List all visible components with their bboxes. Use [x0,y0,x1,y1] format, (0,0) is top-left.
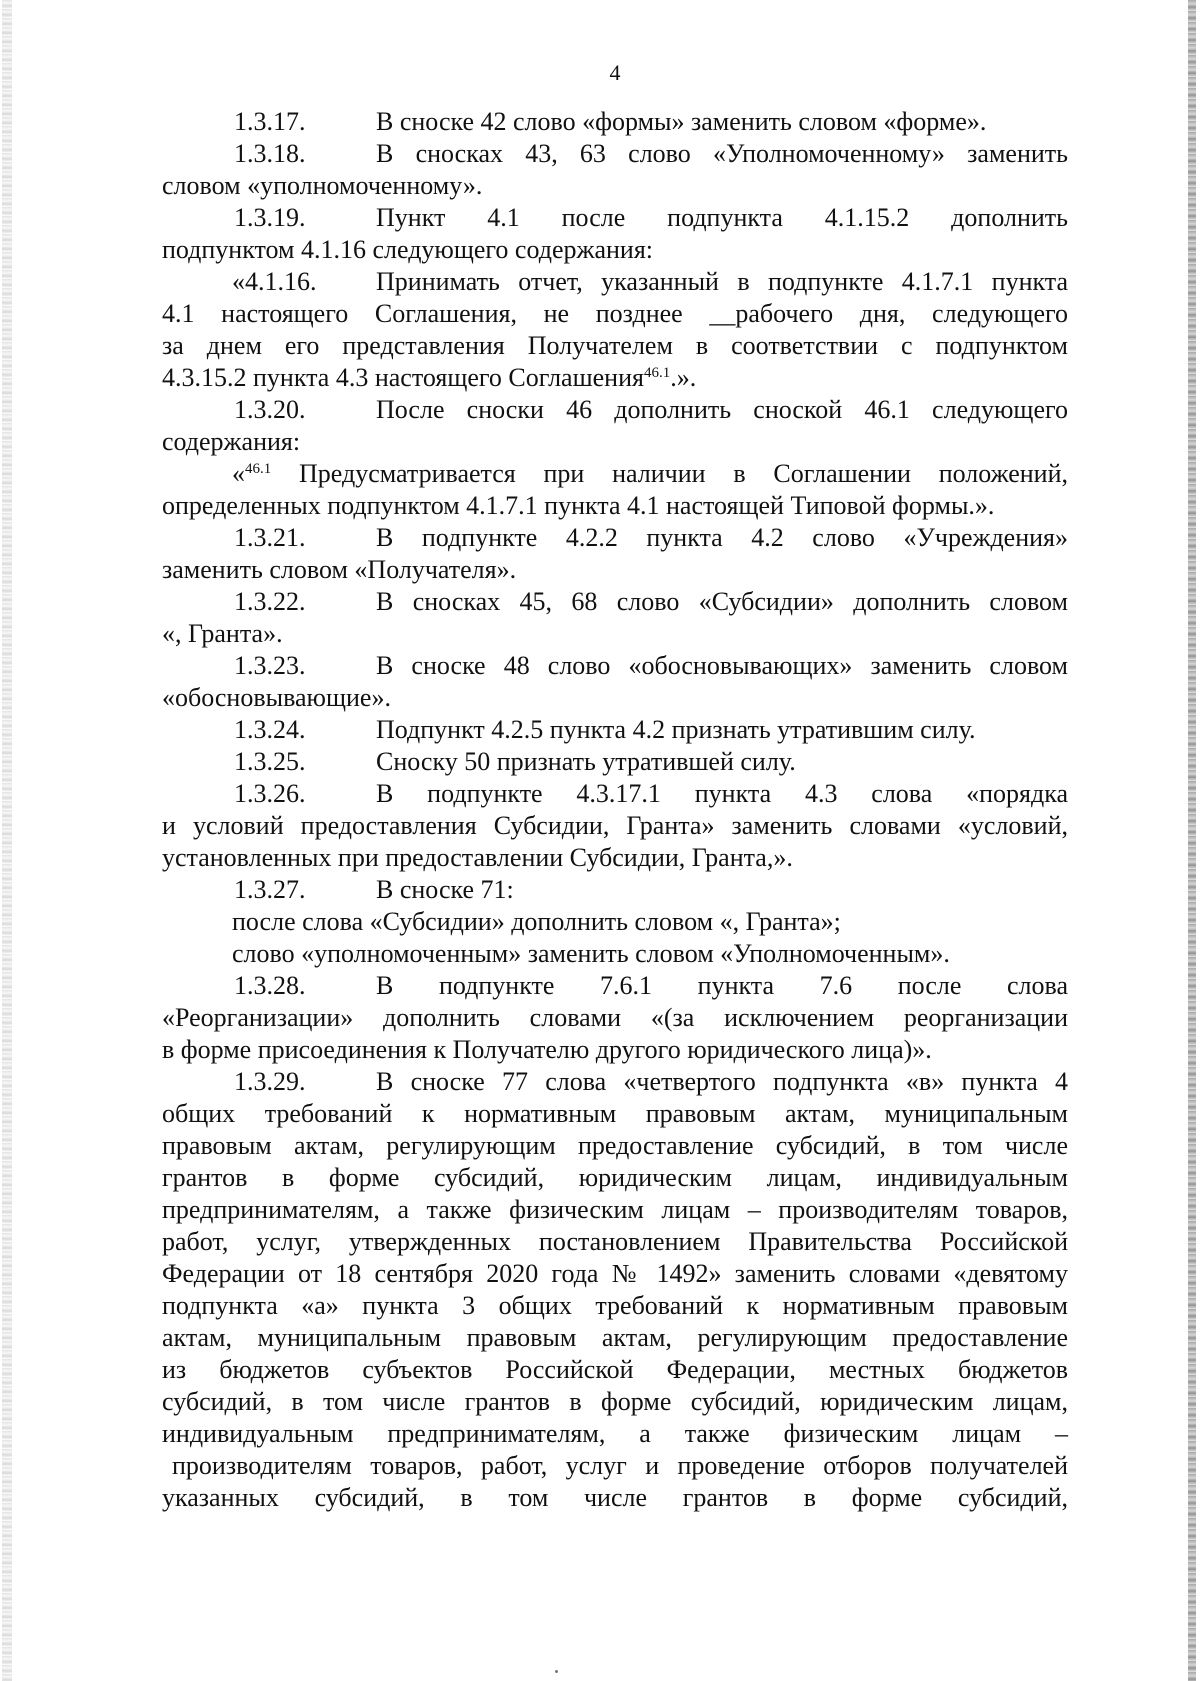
item-number: 1.3.22. [234,587,306,616]
paragraph-1-3-27-sub-2: слово «уполномоченным» заменить словом «Уполномоченным». [232,939,950,968]
quote-4-1-16-line-3: за днем его представления Получателем в соответствии с подпунктом [162,331,1068,360]
paragraph-1-3-29-line-5: предпринимателям, а также физическим лицам – производителям товаров, [162,1195,1068,1224]
item-number: 1.3.25. [234,747,306,776]
item-number: 1.3.23. [234,651,306,680]
paragraph-1-3-25 [162,746,1068,778]
paragraph-1-3-29-line-1 [162,1066,1068,1098]
footnote-marker: 46.1 [643,365,671,381]
item-text: В подпункте 7.6.1 пункта 7.6 после слова [376,971,1068,1000]
paragraph-1-3-29-line-8: подпункта «а» пункта 3 общих требований к нормативным правовым [162,1291,1068,1320]
item-text: В сноске 71: [376,875,514,904]
paragraph-1-3-29-line-4: грантов в форме субсидий, юридическим лицам, индивидуальным [162,1163,1068,1192]
paragraph-1-3-17 [162,106,1068,138]
item-text: После сноски 46 дополнить сноской 46.1 следующего [376,395,1068,424]
item-text: Пункт 4.1 после подпункта 4.1.15.2 дополнить [376,203,1068,232]
item-number: 1.3.28. [234,971,306,1000]
paragraph-1-3-19-line-1 [162,202,1068,234]
item-text: В сносках 43, 63 слово «Уполномоченному» заменить [376,139,1068,168]
scan-edge-left [2,0,12,1681]
paragraph-1-3-18-line-1 [162,138,1068,170]
quote-4-1-16-line-4 [162,362,1068,394]
scan-edge-right [1188,0,1196,1681]
paragraph-1-3-29-line-12: индивидуальным предпринимателям, а также физическим лицам – [162,1419,1068,1448]
quote-4-1-16-line-2: 4.1 настоящего Соглашения, не позднее __рабочего дня, следующего [162,299,1068,328]
paragraph-1-3-29-line-6: работ, услуг, утвержденных постановлением Правительства Российской [162,1227,1068,1256]
item-text: В сносках 45, 68 слово «Субсидии» дополнить словом [376,587,1068,616]
paragraph-1-3-20-line-2: содержания: [162,427,301,456]
item-number: 1.3.17. [234,107,306,136]
paragraph-1-3-29-line-2: общих требований к нормативным правовым актам, муниципальным [162,1099,1068,1128]
item-number: 1.3.27. [234,875,306,904]
paragraph-1-3-29-line-3: правовым актам, регулирующим предоставление субсидий, в том числе [162,1131,1068,1160]
item-number: 1.3.29. [234,1067,306,1096]
paragraph-1-3-19-line-2: подпунктом 4.1.16 следующего содержания: [162,235,654,264]
item-text: В сноске 77 слова «четвертого подпункта «в» пункта 4 [376,1067,1068,1096]
item-number: 1.3.20. [234,395,306,424]
paragraph-1-3-28-line-3: в форме присоединения к Получателю другого юридического лица)». [162,1035,932,1064]
paragraph-1-3-29-line-13: производителям товаров, работ, услуг и проведение отборов получателей [172,1451,1068,1480]
item-text: В подпункте 4.3.17.1 пункта 4.3 слова «порядка [376,779,1068,808]
quote-open: « [232,459,245,488]
item-text: В подпункте 4.2.2 пункта 4.2 слово «Учреждения» [376,523,1068,552]
paragraph-1-3-28-line-2: «Реорганизации» дополнить словами «(за исключением реорганизации [162,1003,1068,1032]
paragraph-1-3-27-sub-1: после слова «Субсидии» дополнить словом «, Гранта»; [232,907,841,936]
paragraph-1-3-29-line-7: Федерации от 18 сентября 2020 года № 1492» заменить словами «девятому [162,1259,1068,1288]
item-number: 1.3.24. [234,715,306,744]
item-text: 4.3.15.2 пункта 4.3 настоящего Соглашения [162,363,644,392]
paragraph-1-3-26-line-2: и условий предоставления Субсидии, Гранта» заменить словами «условий, [162,811,1068,840]
paragraph-1-3-29-line-14: указанных субсидий, в том числе грантов в форме субсидий, [162,1483,1068,1512]
paragraph-1-3-22-line-1 [162,586,1068,618]
footnote-marker: 46.1 [245,461,272,477]
footnote-46-1-line-1 [162,458,1068,490]
paragraph-1-3-20-line-1 [162,394,1068,426]
item-number: 1.3.18. [234,139,306,168]
paragraph-1-3-29-line-9: актам, муниципальным правовым актам, регулирующим предоставление [162,1323,1068,1352]
paragraph-1-3-29-line-10: из бюджетов субъектов Российской Федерации, местных бюджетов [162,1355,1068,1384]
paragraph-1-3-22-line-2: «, Гранта». [162,619,283,648]
paragraph-1-3-29-line-11: субсидий, в том числе грантов в форме субсидий, юридическим лицам, [162,1387,1068,1416]
document-body [162,106,1068,1514]
item-text: Принимать отчет, указанный в подпункте 4.1.7.1 пункта [376,267,1068,296]
paragraph-1-3-26-line-1 [162,778,1068,810]
item-text: Предусматривается при наличии в Соглашении положений, [271,459,1068,488]
scan-artifact [555,1670,558,1673]
item-number: «4.1.16. [232,267,317,296]
item-text: Сноску 50 признать утратившей силу. [376,747,796,776]
page-number: 4 [609,60,621,85]
item-text: В сноске 48 слово «обосновывающих» заменить словом [376,651,1068,680]
paragraph-1-3-21-line-1 [162,522,1068,554]
paragraph-1-3-23-line-1 [162,650,1068,682]
paragraph-1-3-24 [162,714,1068,746]
item-text: Подпункт 4.2.5 пункта 4.2 признать утратившим силу. [376,715,976,744]
item-number: 1.3.26. [234,779,306,808]
item-text-tail: .». [670,363,697,392]
quote-4-1-16-line-1 [162,266,1068,298]
item-number: 1.3.19. [234,203,306,232]
item-text: В сноске 42 слово «формы» заменить словом «форме». [376,107,987,136]
paragraph-1-3-21-line-2: заменить словом «Получателя». [162,555,517,584]
paragraph-1-3-18-line-2: словом «уполномоченному». [162,171,483,200]
paragraph-1-3-27 [162,874,1068,906]
item-number: 1.3.21. [234,523,306,552]
paragraph-1-3-23-line-2: «обосновывающие». [162,683,391,712]
footnote-46-1-line-2: определенных подпунктом 4.1.7.1 пункта 4.1 настоящей Типовой формы.». [162,491,995,520]
paragraph-1-3-28-line-1 [162,970,1068,1002]
paragraph-1-3-26-line-3: установленных при предоставлении Субсидии, Гранта,». [162,843,793,872]
